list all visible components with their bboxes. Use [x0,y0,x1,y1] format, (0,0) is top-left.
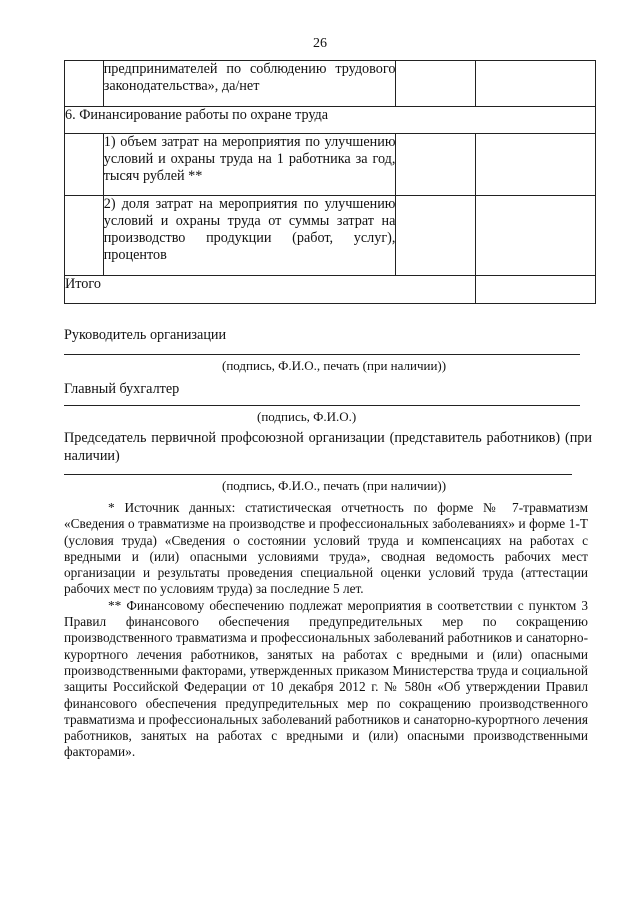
union-caption: (подпись, Ф.И.О., печать (при наличии)) [222,478,447,493]
table-cell-value [396,134,475,196]
table-cell-indicator: предпринимателей по соблюдению трудового законодательства», да/нет [103,61,396,107]
head-caption: (подпись, Ф.И.О., печать (при наличии)) [222,358,447,373]
indicators-table [64,60,596,304]
page-number: 26 [313,36,327,51]
table-row [65,61,596,107]
table-cell-indicator: 1) объем затрат на мероприятия по улучшению условий и охраны труда на 1 работника за год, тысяч рублей ** [103,134,396,196]
section-row [65,107,596,134]
footnote-1: * Источник данных: статистическая отчетность по форме № 7-травматизм «Сведения о травматизме на производстве и профессиональных заболеваниях» и форме 1-Т (условия труда) «Сведения о состоянии условий труда и компенсациях на работах с вредными и (или) опасными условиями труда», сводная ведомость рабочих мест организации и результаты проведения специальной оценки условий труда (аттестации рабочих мест по условиям труда) за последние 5 лет. [64,500,588,597]
table-row [65,134,596,196]
table-cell-value [475,134,595,196]
total-row [65,276,596,304]
table-cell-value [475,196,595,276]
table-cell-number [65,134,104,196]
table-cell-indicator: 2) доля затрат на мероприятия по улучшению условий и охраны труда от суммы затрат на производство продукции (работ, услуг), процентов [103,196,396,276]
union-signature-line [64,474,572,475]
accountant-signature-line [64,405,580,406]
table-cell-number [65,61,104,107]
total-label: Итого [65,276,476,304]
accountant-caption: (подпись, Ф.И.О.) [257,409,357,424]
table-row [65,196,596,276]
head-label: Руководитель организации [64,327,227,343]
footnote-2: ** Финансовому обеспечению подлежат мероприятия в соответствии с пунктом 3 Правил финансового обеспечения предупредительных мер по сокращению производственного травматизма и профессиональных заболеваний работников и санаторно-курортного лечения работников, занятых на работах с вредными и (или) опасными производственными факторами, утвержденных приказом Министерства труда и социальной защиты Российской Федерации от 10 декабря 2012 г. № 580н «Об утверждении Правил финансового обеспечения предупредительных мер по сокращению производственного травматизма и профессиональных заболеваний работников и санаторно-курортного лечения работников, занятых на работах с вредными и (или) опасными производственными факторами». [64,597,588,760]
table-cell-number [65,196,104,276]
section-title: 6. Финансирование работы по охране труда [65,107,596,134]
footnotes [64,500,588,761]
union-label: Председатель первичной профсоюзной организации (представитель работников) (при наличии) [64,430,592,464]
accountant-label: Главный бухгалтер [64,381,180,397]
table-cell-value [475,61,595,107]
table-cell-value [396,196,475,276]
head-signature-line [64,354,580,355]
table-cell-value [396,61,475,107]
total-value [475,276,595,304]
